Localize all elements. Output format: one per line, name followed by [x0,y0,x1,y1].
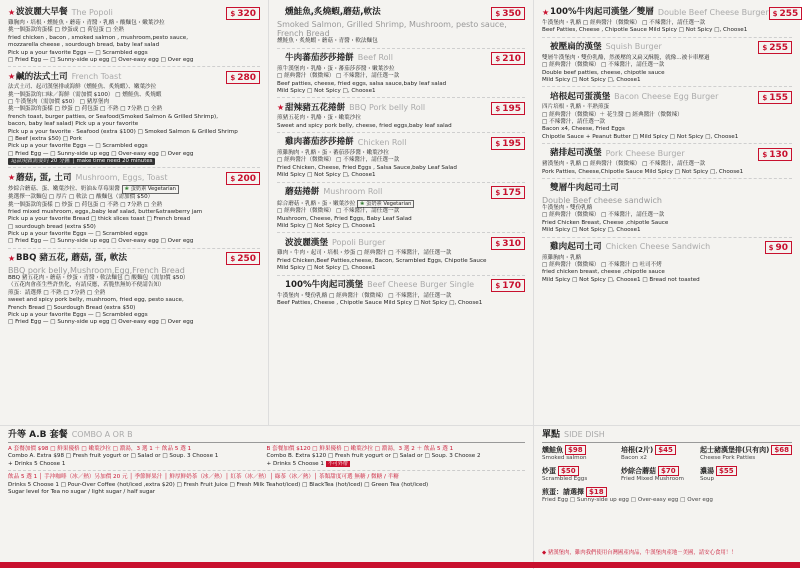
price-tag: $ 280 [226,71,260,84]
menu-column-2 [268,0,533,425]
menu-item-mushroom-roll: 蘑菇捲餅 Mushroom Roll $ 175 綜合蘑菇・乳酪・蛋・嫩葉沙拉 ❀ 蛋奶素 Vegetarian □ 經典醬汁（微微辣） □ 不辣醬汁，請任選一款 Mushroom, Cheese, Fried Eggs, Baby Leaf Salad Mild Spicy □ Not Spicy □, Choose1 [277,186,525,234]
menu-item-popoli-burger: 波波麗漢堡 Popoli Burger $ 310 雞肉・牛肉・起司・培根・炒蛋 □ 經典醬汁 □ 不辣醬汁，請任選一款 Fried Chicken,Beef Patties,cheese, Bacon, Scrambled Eggs, Chipotle Sauce Mild Spicy □ Not Spicy □, Choose1 [277,236,525,275]
menu-item-pork-cheese-burger: 豬排起司漢堡 Pork Cheese Burger $ 130 豬漢堡肉・乳酪 □ 經典醬汁（微微辣） □ 不辣醬汁，請任選一款 Pork Patties, Cheese,Chipotle Sauce Mild Spicy □ Not Spicy □, Choose1 [542,147,792,179]
menu-item-beef-cheese-burger-single: 100%牛肉起司漢堡 Beef Cheese Burger Single $ 170 牛漢堡肉・雙份乳酪 □ 經典醬汁（微微辣） □ 不辣醬汁，請任選一款 Beef Patties, Cheese , Chipotle Sauce Mild Spicy □ Not Spicy □, Choose1 [277,279,525,310]
price-tag: $ 255 [769,7,802,20]
price-tag: $ 310 [491,237,525,250]
menu-item-squish-burger: 被壓扁的漢堡 Squish Burger $ 255 雙層牛漢堡肉・雙份乳酪，然後壓的又扁又酥脆，就像...被卡車壓過 □ 經典醬汁（微微辣） □ 不辣醬汁，請任選一款 Double beef patties, cheese, chipotle sauce Mild Spicy □ Not Spicy □, Choose1 [542,41,792,88]
no-takeout-tag: 不可外帶 [327,460,348,467]
menu-item-chicken-cheese-sandwich: 雞肉起司土司 Chicken Cheese Sandwich $ 90 煎雞胸肉・乳酪 □ 經典醬汁（微微辣） □ 不辣醬汁 □ 吐司不烤 fried chicken breast, cheese ,chipotle sauce Mild Spicy □ Not Spicy □, Choose1 □ Bread not toasted [542,241,792,287]
side-item-mushroom[interactable]: 炒綜合蘑菇 $70 Fried Mixed Mushroom [620,466,685,483]
menu-item-bbq-pork-belly: ★ BBQ 豬五花, 蘑菇, 蛋, 軟法 $ 250 BBQ pork belly,Mushroom,Egg,French Bread BBQ 豬五花肉・蘑菇・炒蛋・青醬・軟法麵包 □ 酸麵包（需加價 $50） （五花肉會產生些許焦化，有請反應，若脆焦無妨不便請告知） 煎蛋：請選擇 □ 不熟 □ 7分熟 □ 全熟 sweet and spicy pork belly, mushroom, fried egg, pesto sauce, French Bread □ Sourdough Bread (extra $50) Pick up a your favorite Eggs — □ Scrambled eggs □ Fried Egg — □ Sunny-side up egg □ Over-easy egg □ Over egg [8,252,260,329]
star-icon: ★ [277,102,285,112]
menu-item-double-beef-cheese-burger: ★ 100%牛肉起司漢堡／雙層 Double Beef Cheese Burger $ 255 牛漢堡肉・乳酪 □ 經典醬汁（微微辣） □ 不辣醬汁，請任選一款 Beef Patties, Cheese , Chipotle Sauce Mild Spicy □ Not Spicy □, Choose1 [542,6,792,38]
menu-item-french-toast: ★ 鹹的法式土司 French Toast $ 280 法式土司、起司漢堡排或海鮮（燻鮭魚、炙燒蝦）、嫩葉沙拉 挑一個蛋款的口味／海鮮（需加價 $100） □ 燻鮭魚、炙燒蝦 □ 牛漢堡肉（需加價 $50） □ 豬厚堡肉 挑一個蛋款的蛋樣 □ 炒蛋 □ 荷包蛋 □ 不熟 □ 7分熟 □ 全熟 french toast, burger patties, or Seafood(Smoked Salmon & Grilled Shrimp), bacon, baby leaf salad) Pick up a your favorite Pick up a your favorite · Seafood (extra $100) □ Smoked Salmon & Grilled Shrimp □ Beef (extra $50) □ Pork Pick up a your favorite Eggs — □ Scrambled eggs □ Fried Egg — □ Sunny-side up egg □ Over-easy egg □ Over egg 這款現做需要約 20 分鐘 │ make time need 20 minutes [8,70,260,168]
menu-item-bacon-cheese-egg-burger: 培根起司蛋漢堡 Bacon Cheese Egg Burger $ 155 四片培根・乳酪・半熟煎蛋 □ 經典醬汁（微微辣）＋ 花生醬 □ 經典醬汁（微微辣） □ 不辣醬汁，請任選一款 Bacon x4, Cheese, Fried Eggs Chipotle Sauce + Peanut Butter □ Mild Spicy □ Not Spicy □, Choose1 [542,90,792,144]
menu-item-chicken-roll: 雞肉蕃茄莎莎捲餅 Chicken Roll $ 195 煎雞胸肉・乳酪・蛋・蕃茄莎莎醬・嫩葉沙拉 □ 經典醬汁（微微辣） □ 不辣醬汁，請任選一款 Fried Chicken, Cheese, Fried Eggs , Salsa Sauce,baby Leaf Salad Mild Spicy □ Not Spicy □, Choose1 [277,136,525,183]
menu-item-beef-roll: 牛肉蕃茄莎莎捲餅 Beef Roll $ 210 煎牛漢堡肉・乳酪・蛋・蕃茄莎莎醬・嫩葉沙拉 □ 經典醬汁（微微辣） □ 不辣醬汁，請任選一款 Beef patties, cheese, fried eggs, salsa sauce,baby leaf salad Mild Spicy □ Not Spicy □, Choose1 [277,52,525,99]
menu-item-bbq-pork-belly-roll: ★ 甜辣豬五花捲餅 BBQ Pork belly Roll $ 195 煎豬五花肉・乳酪・蛋・嫩葉沙拉 Sweet and spicy pork belly, cheese, fried eggs,baby leaf salad [277,101,525,133]
side-item-bacon[interactable]: 培根(2片) $45 Bacon x2 [621,446,698,463]
price-tag: $ 130 [758,148,792,161]
price-tag: $ 90 [765,241,792,254]
side-item-pork-patty[interactable]: 起士豬漢堡排(只有肉) $68 Cheese Pork Patties [700,446,792,463]
combo-b: B 套餐加價 $120 □ 鮮果優格 □ 嫩葉沙拉 □ 濃湯，3 選 2 ＋ 飲品 5 選 1 Combo B. Extra $120 □ Fresh fruit yogurt or □ Salad or □ Soup. 3 Choose 2 + Drinks 5 Choose 1 不可外帶 [266,446,481,467]
prep-time-badge: 這款現做需要約 20 分鐘 │ make time need 20 minutes [8,158,155,165]
drink-options: 飲品 5 選 1 │ 手沖咖啡（冰／熱）另加價 20 元 │ 季節鮮果汁 │ 鮮厚鮮奶茶（冰／熱）│ 紅茶（冰／熱）│ 綠茶（冰／熱）│ 茶類甜度可選 無糖 / 微糖 / 半糖 Drinks 5 Choose 1 □ Pour-Over Coffee (hot/iced ,extra $20) □ Fresh Fruit Juice □ Fresh Milk Teahot/iced) □ BlackTea (hot/iced) □ Green Tea (hot/iced) Sugar level for Tea no sugar / light sugar / half sugar [8,470,525,496]
bottom-section [0,425,800,568]
price-tag: $ 195 [491,137,525,150]
price-tag: $ 255 [758,41,792,54]
vegetarian-badge: ❀ 蛋奶素 Vegetarian [357,200,414,209]
menu-column-1 [0,0,268,425]
meat-origin-note: ◆ 豬漢堡肉，雞肉我們使用台灣國產肉品，牛漢堡肉產地－美國，請安心食用！！ [542,549,737,556]
menu-item-mushroom-eggs-toast: ★ 蘑菇, 蛋, 土司 Mushroom, Eggs, Toast $ 200 炒綜合蘑菇、蛋、嫩葉沙拉、奶油＆草莓果醬 ❀ 蛋奶素 Vegetarian 挑選擇一款麵包 □ 厚片 □ 軟法 □ 酸麵包（需加價 $50） 挑一個蛋款的蛋樣 □ 炒蛋 □ 荷包蛋 □ 不熟 □ 7分熟 □ 全熟 fried mixed mushroom, eggs,,baby leaf salad, butter&strawberry jam Pick up a your favorite Bread □ thick slices toast □ French bread □ sourdough bread (extra $50) Pick up a your favorite Eggs — □ Scrambled eggs □ Fried Egg — □ Sunny-side up egg □ Over-easy egg □ Over egg [8,171,260,248]
price-tag: $ 175 [491,186,525,199]
price-tag: $ 210 [491,52,525,65]
vegetarian-badge: ❀ 蛋奶素 Vegetarian [122,185,179,194]
side-item-scrambled-eggs[interactable]: 炒蛋 $50 Scrambled Eggs [542,466,588,483]
menu-item-double-beef-cheese-sandwich: 雙層牛肉起司土司 Double Beef cheese sandwich 牛漢堡肉・雙份乳酪 □ 經典醬汁（微微辣） □ 不辣醬汁，請任選一款 Fried Chicken Breast, Cheese ,chipotle Sauce Mild Spicy □ Not Spicy □, Choose1 [542,182,792,238]
side-item-smoked-salmon[interactable]: 燻鮭魚 $98 Smoked salmon [542,446,587,462]
bottom-accent-bar [0,562,800,568]
star-icon: ★ [8,253,16,263]
price-tag: $ 250 [226,252,260,265]
combo-a: A 套餐加價 $98 □ 鮮果優格 □ 嫩葉沙拉 □ 濃湯，3 選 1 ＋ 飲品 5 選 1 Combo A. Extra $98 □ Fresh fruit yogurt or □ Salad or □ Soup. 3 Choose 1 + Drinks 5 Choose 1 [8,446,219,467]
star-icon: ★ [8,7,16,17]
price-tag: $ 200 [226,172,260,185]
menu-item-salmon-shrimp: 燻鮭魚,炙燒蝦,蘑菇,軟法 $ 350 Smoked Salmon, Grilled Shrimp, Mushroom, pesto sauce, French Bread 燻鮭魚・炙燒蝦・蘑菇・青醬・軟法麵包 [277,6,525,49]
price-tag: $ 350 [491,7,525,20]
price-tag: $ 170 [491,279,525,292]
star-icon: ★ [8,173,16,183]
side-dish-section: 單點 SIDE DISH 燻鮭魚 $98 Smoked salmon 培根(2片) $45 Bacon x2 起士豬漢堡排(只有肉) $68 Cheese Pork Patties 炒蛋 $50 Scrambled Eggs 炒綜合蘑菇 $70 Fried Mixed Mushroom 濃湯 $55 Soup 煎蛋：請選擇 $18 Fried Egg □ Sunny-side up egg □ Over-easy egg □ Over egg ◆ 豬漢堡肉，雞肉我們使用台灣國產肉品，牛漢堡肉產地－美國，請安心食用！！ [533,426,800,569]
combo-section: 升等 A.B 套餐 COMBO A OR B A 套餐加價 $98 □ 鮮果優格 □ 嫩葉沙拉 □ 濃湯，3 選 1 ＋ 飲品 5 選 1 Combo A. Extra $98 □ Fresh fruit yogurt or □ Salad or □ Soup. 3 Choose 1 + Drinks 5 Choose 1 B 套餐加價 $120 □ 鮮果優格 □ 嫩葉沙拉 □ 濃湯，3 選 2 ＋ 飲品 5 選 1 Combo B. Extra $120 □ Fresh fruit yogurt or □ Salad or □ Soup. 3 Choose 2 + Drinks 5 Choose 1 不可外帶 飲品 5 選 1 │ 手沖咖啡（冰／熱）另加價 20 元 │ 季節鮮果汁 │ 鮮厚鮮奶茶（冰／熱）│ 紅茶（冰／熱）│ 綠茶（冰／熱）│ 茶類甜度可選 無糖 / 微糖 / 半糖 Drinks 5 Choose 1 □ Pour-Over Coffee (hot/iced ,extra $20) □ Fresh Fruit Juice □ Fresh Milk Teahot/iced) □ BlackTea (hot/iced) □ Green Tea (hot/iced) Sugar level for Tea no sugar / light sugar / half sugar [0,426,533,569]
price-tag: $ 320 [226,7,260,20]
price-tag: $ 195 [491,102,525,115]
menu-item-popoli-breakfast: ★ 波波麗大早餐 The Popoli $ 320 雞胸肉・培根・燻鮭魚・蘑菇・青醬・乳酪・酸麵包・嫩葉沙拉 挑一個蛋款的蛋樣 □ 炒蛋或 □ 荷包蛋 □ 全熟 fried chicken , bacon , smoked salmon , mushroom,pesto sauce, mozzarella cheese , sourdough bread, baby leaf salad Pick up a your favorite Eggs — □ Scrambled eggs □ Fried Egg — □ Sunny-side up egg □ Over-easy egg □ Over egg [8,6,260,67]
price-tag: $ 155 [758,91,792,104]
side-item-soup[interactable]: 濃湯 $55 Soup [700,467,792,484]
menu-column-3 [533,0,800,425]
star-icon: ★ [542,7,550,17]
side-item-fried-egg[interactable]: 煎蛋：請選擇 $18 Fried Egg □ Sunny-side up egg □ Over-easy egg □ Over egg [542,487,713,503]
star-icon: ★ [8,71,16,81]
